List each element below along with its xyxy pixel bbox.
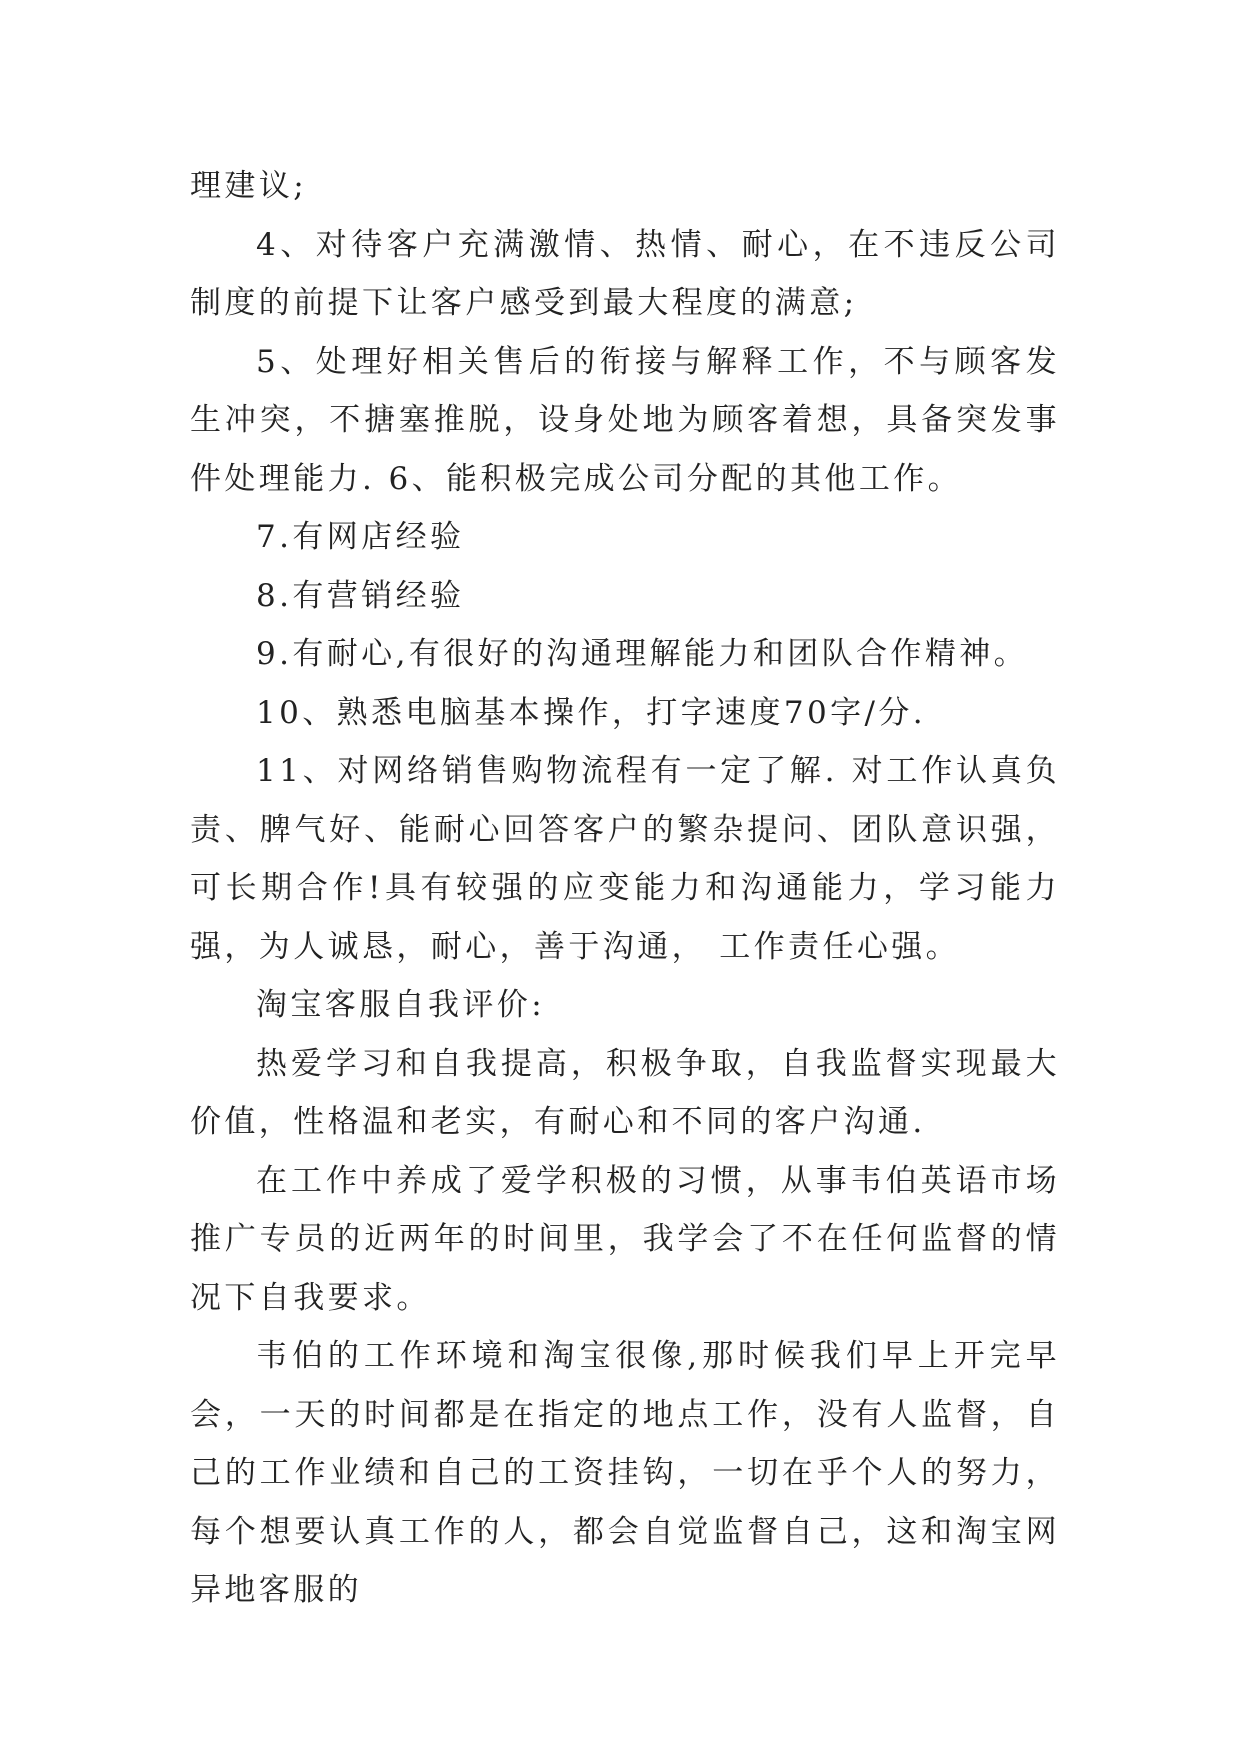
paragraph-5: 8.有营销经验	[256, 577, 465, 614]
paragraph-1: 理建议;	[190, 168, 308, 204]
paragraph-7: 10、熟悉电脑基本操作，打字速度70字/分.	[256, 694, 926, 731]
paragraph-4: 7.有网店经验	[256, 519, 465, 555]
paragraph-8: 11、对网络销售购物流程有一定了解. 对工作认真负责、脾气好、能耐心回答客户的繁杂提问、团队意识强，可长期合作!具有较强的应变能力和沟通能力，学习能力强，为人诚恳，耐心，善于沟通， 工作责任心强。	[190, 753, 1060, 965]
paragraph-3: 5、处理好相关售后的衔接与解释工作，不与顾客发生冲突，不搪塞推脱，设身处地为顾客着想，具备突发事件处理能力. 6、能积极完成公司分配的其他工作。	[190, 343, 1060, 497]
paragraph-12: 韦伯的工作环境和淘宝很像,那时候我们早上开完早会，一天的时间都是在指定的地点工作，没有人监督，自己的工作业绩和自己的工资挂钩，一切在乎个人的努力，每个想要认真工作的人，都会自觉监督自己，这和淘宝网异地客服的	[190, 1338, 1060, 1608]
paragraph-2: 4、对待客户充满激情、热情、耐心，在不违反公司制度的前提下让客户感受到最大程度的满意;	[190, 226, 1060, 321]
paragraph-11: 在工作中养成了爱学积极的习惯，从事韦伯英语市场推广专员的近两年的时间里，我学会了不在任何监督的情况下自我要求。	[190, 1162, 1060, 1316]
paragraph-10: 热爱学习和自我提高，积极争取，自我监督实现最大价值，性格温和老实，有耐心和不同的客户沟通.	[190, 1045, 1060, 1140]
paragraph-6: 9.有耐心,有很好的沟通理解能力和团队合作精神。	[256, 636, 1029, 672]
section-heading: 淘宝客服自我评价:	[256, 987, 546, 1023]
document-body	[190, 157, 1060, 1620]
